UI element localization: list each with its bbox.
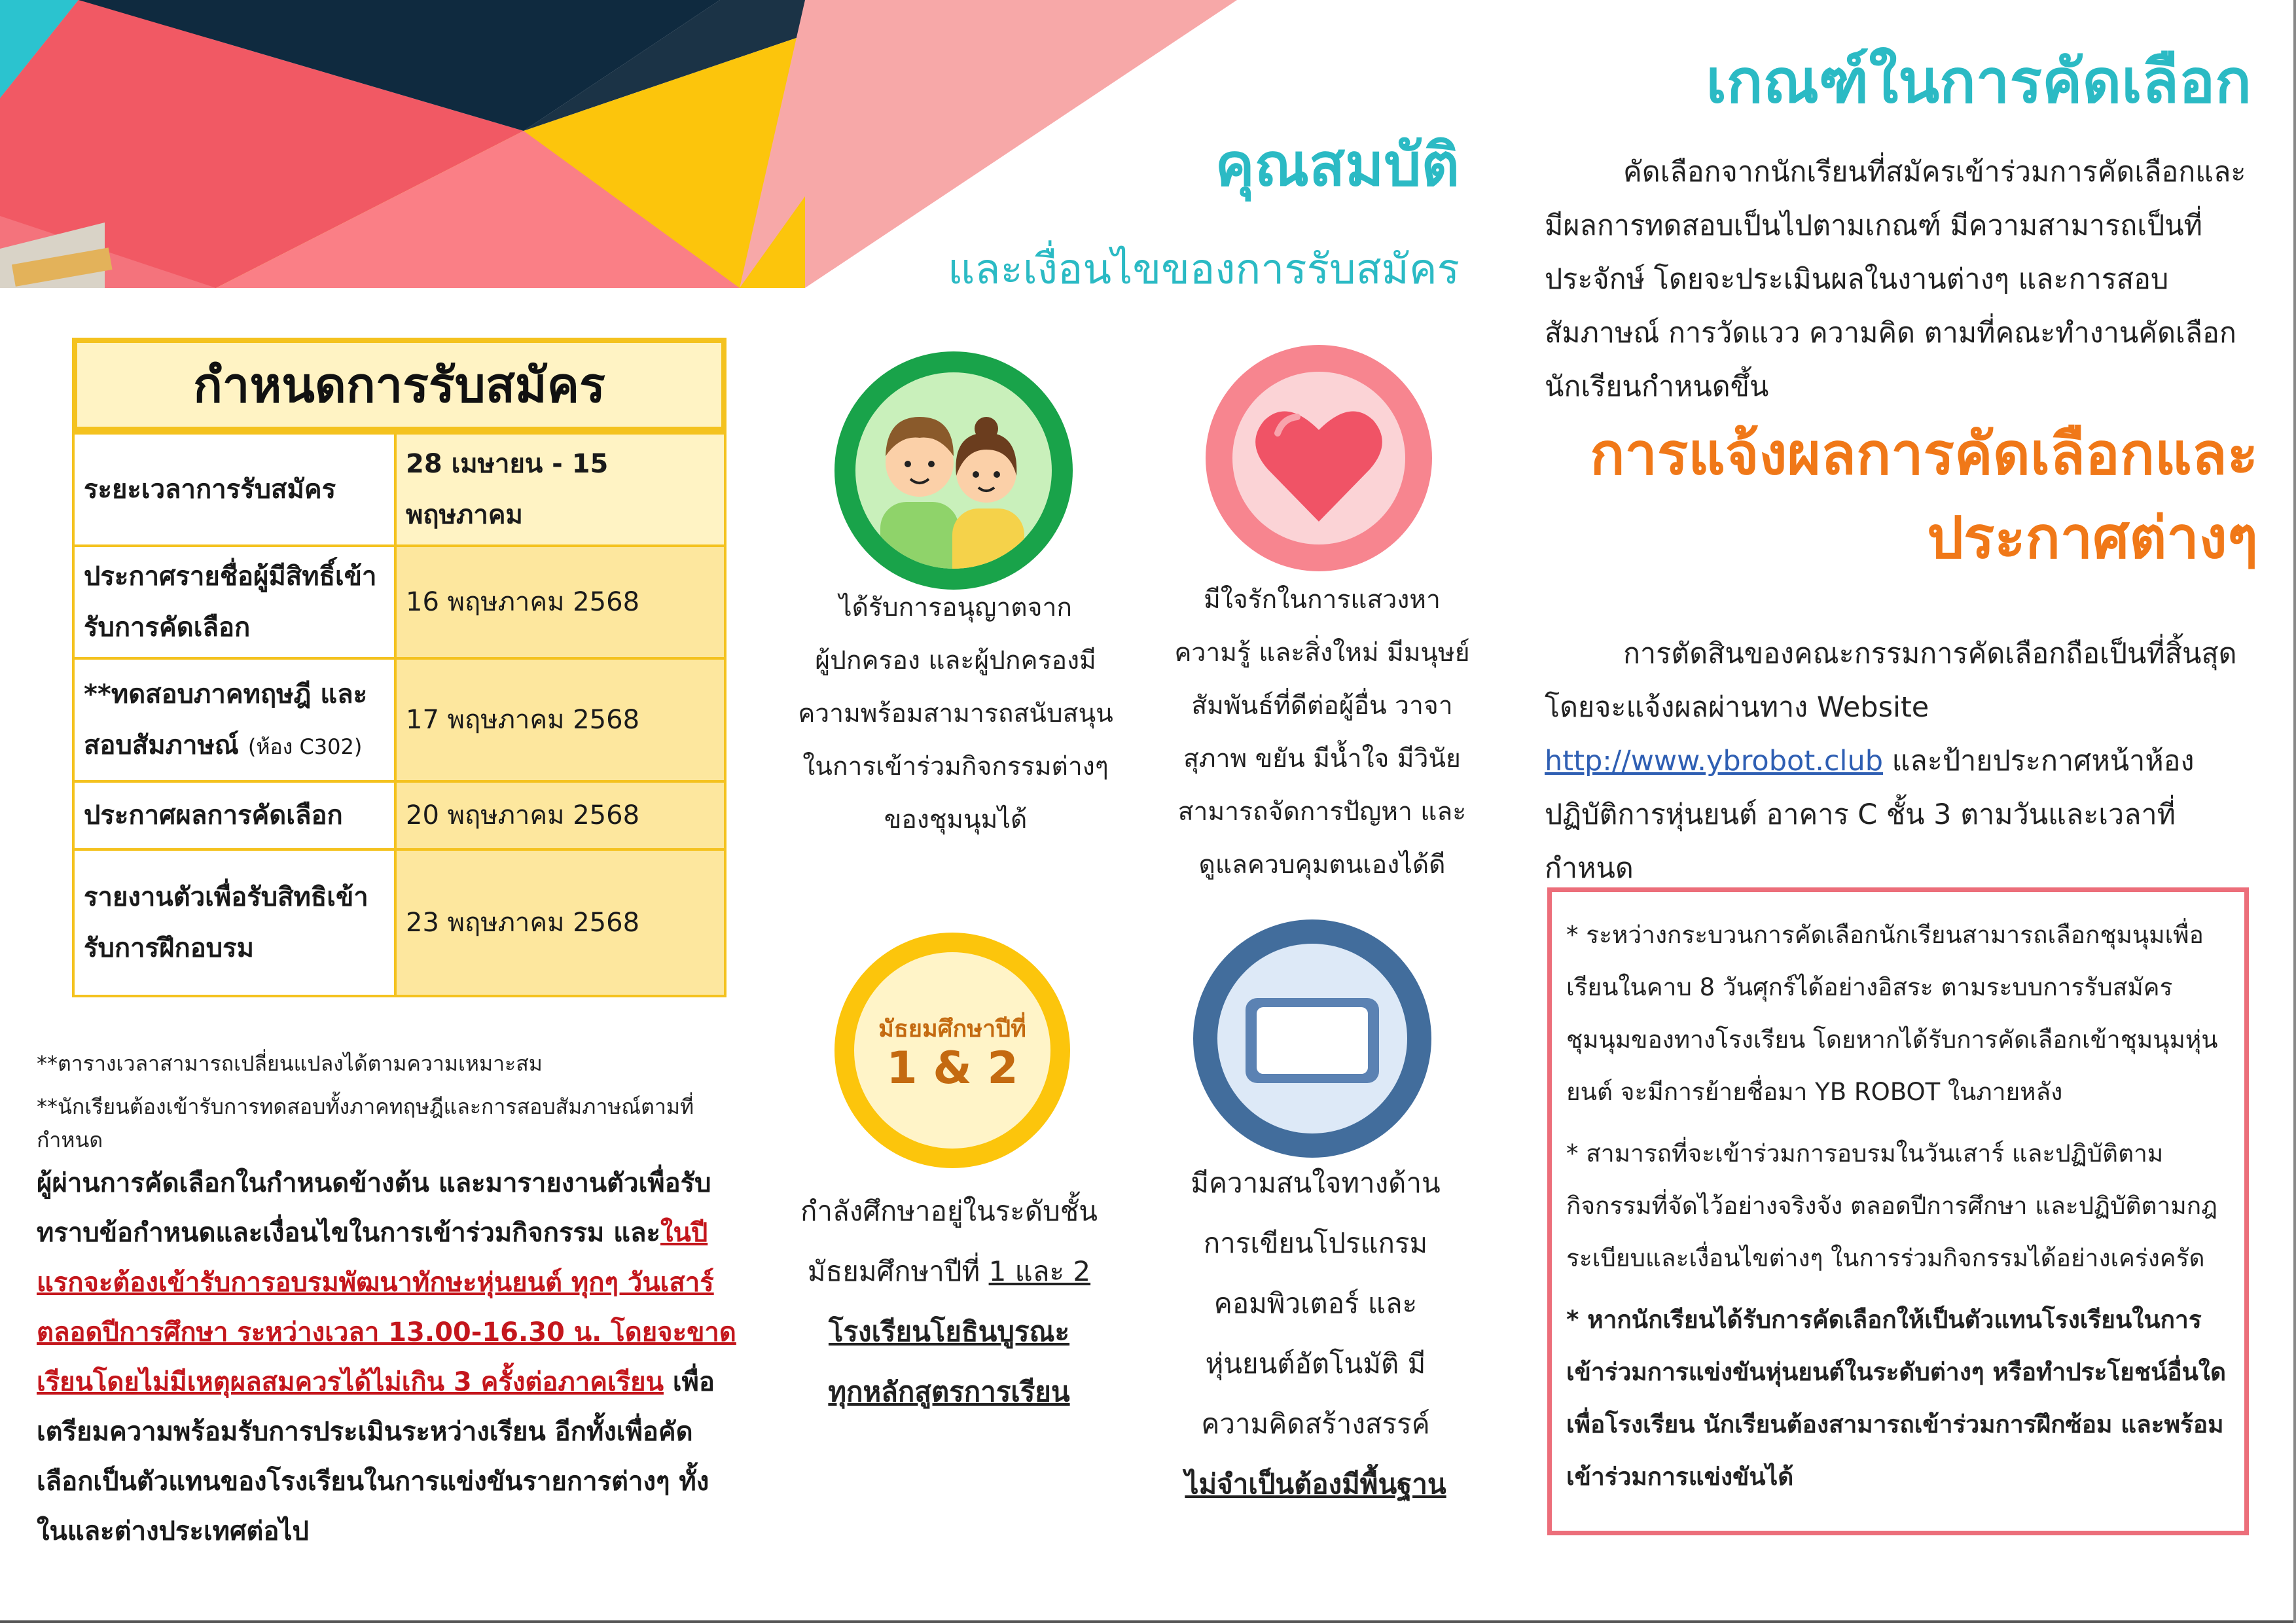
schedule-title: กำหนดการรับสมัคร: [72, 338, 726, 432]
text-line: มีความสนใจทางด้าน: [1191, 1167, 1441, 1199]
text-line: มีใจรักในการแสวงหา: [1204, 585, 1441, 615]
grade-prefix: มัธยมศึกษาปีที่: [807, 1255, 989, 1287]
text-line: การเขียนโปรแกรม: [1203, 1227, 1428, 1259]
announcement-title-line-2: ประกาศต่างๆ: [1927, 504, 2258, 571]
page-border-bottom: [0, 1620, 2296, 1623]
table-row: [73, 546, 725, 658]
qualification-3-text: [766, 1181, 1132, 1422]
announcement-text-2: และป้ายประกาศหน้าห้องปฏิบัติการหุ่นยนต์ อาคาร C ชั้น 3 ตามวันและเวลาที่กำหนด: [1545, 745, 2195, 885]
table-row: [73, 433, 725, 546]
schedule-table: [72, 432, 726, 997]
schedule-note-1: **ตารางเวลาสามารถเปลี่ยนแปลงได้ตามความเหมาะสม: [37, 1051, 543, 1076]
heart-icon: [1206, 345, 1432, 571]
table-row: [73, 658, 725, 781]
training-paragraph: [37, 1158, 737, 1556]
table-cell-value: 17 พฤษภาคม 2568: [395, 658, 725, 781]
text-line: ในการเข้าร่วมกิจกรรมต่างๆ: [802, 752, 1109, 781]
table-cell-label: ประกาศผลการคัดเลือก: [73, 781, 395, 849]
grade-badge-icon: [834, 933, 1070, 1168]
announcement-text: [1545, 627, 2258, 895]
text-line: ความรู้ และสิ่งใหม่ มีมนุษย์: [1174, 638, 1470, 668]
text-line: ความคิดสร้างสรรค์: [1201, 1408, 1430, 1440]
badge-big-text: 1 & 2: [886, 1043, 1018, 1094]
school-name: โรงเรียนโยธินบูรณะ: [828, 1315, 1070, 1347]
curriculum-text: ทุกหลักสูตรการเรียน: [828, 1376, 1070, 1408]
announcement-title: [1505, 412, 2258, 580]
rule-item: * หากนักเรียนได้รับการคัดเลือกให้เป็นตัวแทนโรงเรียนในการเข้าร่วมการแข่งขันหุ่นยนต์ในระดับต่างๆ หรือทำประโยชน์อื่นใดเพื่อโรงเรียน นักเรียนต้องสามารถเข้าร่วมการฝึกซ้อม และพร้อมเข้าร่วมการแข่งขันได้: [1566, 1306, 2226, 1491]
no-background-required: ไม่จำเป็นต้องมีพื้นฐาน: [1185, 1468, 1446, 1500]
text-line: กำลังศึกษาอยู่ในระดับชั้น: [800, 1195, 1098, 1227]
text-line: ได้รับการอนุญาตจาก: [838, 593, 1072, 622]
table-row: [73, 781, 725, 849]
table-cell-label: ระยะเวลาการรับสมัคร: [73, 433, 395, 546]
qualifications-title: คุณสมบัติ: [1215, 131, 1460, 200]
badge-small-text: มัธยมศึกษาปีที่: [878, 1016, 1026, 1043]
table-row: [73, 849, 725, 996]
training-requirement-highlight: ในปีแรกจะต้องเข้ารับการอบรมพัฒนาทักษะหุ่นยนต์ ทุกๆ วันเสาร์ ตลอดปีการศึกษา ระหว่างเวลา 13.00-16.30 น. โดยจะขาดเรียนโดยไม่มีเหตุผลสมควรได้ไม่เกิน 3 ครั้งต่อภาคเรียน: [37, 1218, 736, 1397]
text-line: สามารถจัดการปัญหา และ: [1177, 797, 1467, 827]
text-line: ดูแลควบคุมตนเองได้ดี: [1198, 850, 1446, 880]
training-text-2: เพื่อเตรียมความพร้อมรับการประเมินระหว่างเรียน อีกทั้งเพื่อคัดเลือกเป็นตัวแทนของโรงเรียนในการแข่งขันรายการต่างๆ ทั้งในและต่างประเทศต่อไป: [37, 1367, 715, 1546]
table-cell-label: [73, 658, 395, 781]
table-cell-value: 20 พฤษภาคม 2568: [395, 781, 725, 849]
text-line: สุภาพ ขยัน มีน้ำใจ มีวินัย: [1183, 744, 1461, 774]
text-line: หุ่นยนต์อัตโนมัติ มี: [1205, 1347, 1426, 1380]
text-line: ความพร้อมสามารถสนับสนุน: [798, 699, 1113, 728]
schedule-note-2: **นักเรียนต้องเข้ารับการทดสอบทั้งภาคทฤษฎีและการสอบสัมภาษณ์ตามที่กำหนด: [37, 1094, 694, 1152]
rule-item: * สามารถที่จะเข้าร่วมการอบรมในวันเสาร์ และปฏิบัติตามกิจกรรมที่จัดไว้อย่างจริงจัง ตลอดปีการศึกษา และปฏิบัติตามกฎระเบียบและเงื่อนไขต่างๆ ในการร่วมกิจกรรมได้อย่างเคร่งครัด: [1566, 1139, 2217, 1272]
couple-icon: [834, 351, 1073, 590]
room-note: (ห้อง C302): [247, 734, 363, 759]
qualification-2-text: [1139, 573, 1505, 891]
website-link[interactable]: http://www.ybrobot.club: [1545, 745, 1884, 777]
training-text-1: ผู้ผ่านการคัดเลือกในกำหนดข้างต้น และมารายงานตัวเพื่อรับทราบข้อกำหนดและเงื่อนไขในการเข้าร่วมกิจกรรม และ: [37, 1168, 711, 1248]
grade-levels: 1 และ 2: [988, 1255, 1091, 1287]
table-cell-value: 23 พฤษภาคม 2568: [395, 849, 725, 996]
text-line: ผู้ปกครอง และผู้ปกครองมี: [815, 646, 1096, 675]
rules-box: [1547, 887, 2249, 1535]
rule-item: * ระหว่างกระบวนการคัดเลือกนักเรียนสามารถเลือกชุมนุมเพื่อเรียนในคาบ 8 วันศุกร์ได้อย่างอิสระ ตามระบบการรับสมัครชุมนุมของทางโรงเรียน โดยหากได้รับการคัดเลือกเข้าชุมนุมหุ่นยนต์ จะมีการย้ายชื่อมา YB ROBOT ในภายหลัง: [1566, 921, 2218, 1106]
table-cell-value: 16 พฤษภาคม 2568: [395, 546, 725, 658]
announcement-text-1: การตัดสินของคณะกรรมการคัดเลือกถือเป็นที่สิ้นสุดโดยจะแจ้งผลผ่านทาง Website: [1545, 637, 2237, 724]
text-line: สัมพันธ์ที่ดีต่อผู้อื่น วาจา: [1191, 691, 1453, 721]
text-line: คอมพิวเตอร์ และ: [1213, 1287, 1418, 1319]
qualification-4-text: [1132, 1153, 1499, 1514]
qualification-1-text: [772, 581, 1139, 846]
text-line: [766, 1241, 1132, 1302]
table-cell-value: 28 เมษายน - 15 พฤษภาคม: [395, 433, 725, 546]
table-cell-label: ประกาศรายชื่อผู้มีสิทธิ์เข้ารับการคัดเลือก: [73, 546, 395, 658]
text-line: ของชุมนุมได้: [884, 805, 1028, 834]
screen-icon: [1193, 919, 1431, 1158]
table-cell-label-text: **ทดสอบภาคทฤษฎี และสอบสัมภาษณ์: [84, 679, 368, 760]
announcement-title-line-1: การแจ้งผลการคัดเลือกและ: [1590, 420, 2258, 488]
table-cell-label: รายงานตัวเพื่อรับสิทธิเข้ารับการฝึกอบรม: [73, 849, 395, 996]
criteria-text: [1545, 145, 2258, 414]
page-border-right: [2293, 0, 2296, 1623]
qualifications-subtitle: และเงื่อนไขของการรับสมัคร: [947, 245, 1460, 294]
criteria-text-body: คัดเลือกจากนักเรียนที่สมัครเข้าร่วมการคัดเลือกและมีผลการทดสอบเป็นไปตามเกณฑ์ มีความสามารถเป็นที่ประจักษ์ โดยจะประเมินผลในงานต่างๆ และการสอบสัมภาษณ์ การวัดแวว ความคิด ตามที่คณะทำงานคัดเลือกนักเรียนกำหนดขึ้น: [1545, 156, 2246, 403]
criteria-title: เกณฑ์ในการคัดเลือก: [1706, 46, 2251, 116]
